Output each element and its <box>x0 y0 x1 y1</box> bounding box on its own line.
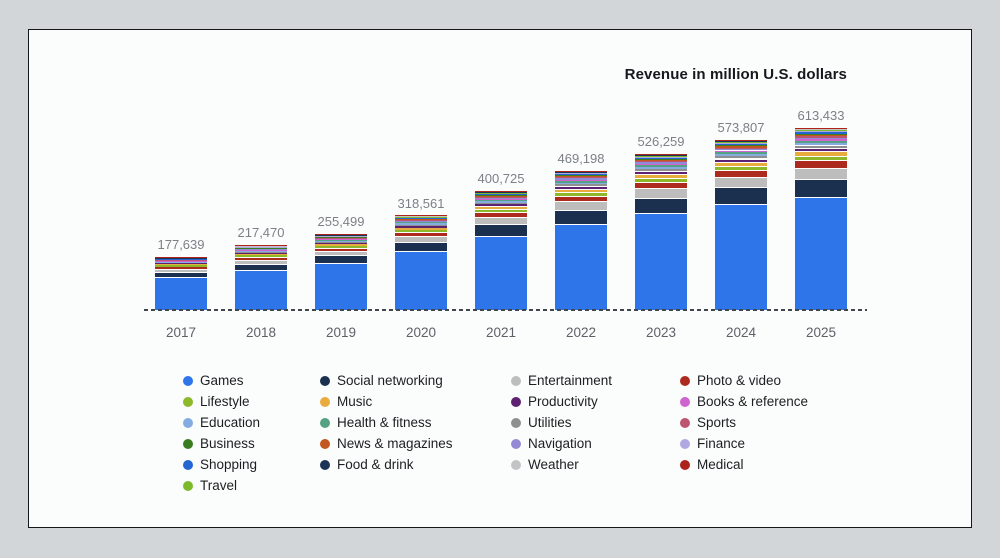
bar-segment-navigation <box>235 249 287 250</box>
bar-segment-sports <box>635 161 687 162</box>
bar-segment-finance <box>475 193 527 194</box>
bar-segment-music <box>235 254 287 256</box>
bar-segment-photo-video <box>155 267 207 269</box>
bar-segment-health-fitness <box>635 165 687 167</box>
bar-segment-lifestyle <box>155 265 207 266</box>
bar-segment-photo-video <box>795 160 847 167</box>
bar-segment-education <box>475 201 527 202</box>
legend-label: Utilities <box>528 415 572 430</box>
legend-swatch-icon <box>511 460 521 470</box>
bar-segment-utilities <box>475 203 527 205</box>
bar-segment-music <box>395 228 447 230</box>
bar-segment-social-networking <box>635 198 687 214</box>
bar-segment-games <box>155 277 207 310</box>
legend-item-productivity <box>511 391 612 412</box>
bar-segment-music <box>155 264 207 265</box>
bar-segment-entertainment <box>555 201 607 210</box>
bar-segment-games <box>555 224 607 310</box>
bar-segment-finance <box>395 217 447 218</box>
legend-item-social-networking <box>320 370 453 391</box>
bar-segment-lifestyle <box>315 246 367 248</box>
legend-swatch-icon <box>511 376 521 386</box>
bar-total-label-2018: 217,470 <box>237 225 285 241</box>
bar-segment-lifestyle <box>475 209 527 212</box>
legend-item-navigation <box>511 433 612 454</box>
bar-segment-business <box>555 175 607 176</box>
legend-swatch-icon <box>320 397 330 407</box>
bar-segment-news-magazines <box>315 237 367 238</box>
legend-item-weather <box>511 454 612 475</box>
bar-segment-finance <box>715 143 767 144</box>
bar-segment-lifestyle <box>395 230 447 232</box>
bar-segment-shopping <box>715 144 767 145</box>
bar-segment-education <box>155 262 207 263</box>
bar-segment-travel <box>715 142 767 143</box>
bar-segment-social-networking <box>395 242 447 251</box>
bar-segment-shopping <box>555 174 607 175</box>
legend-item-business <box>183 433 260 454</box>
bar-segment-utilities <box>155 262 207 263</box>
bar-segment-navigation <box>635 162 687 163</box>
bar-segment-business <box>315 237 367 238</box>
bar-segment-photo-video <box>315 248 367 251</box>
legend-item-shopping <box>183 454 260 475</box>
legend-swatch-icon <box>511 418 521 428</box>
legend-label: Games <box>200 373 244 388</box>
bar-segment-health-fitness <box>395 222 447 223</box>
bar-segment-navigation <box>715 149 767 151</box>
x-axis-label-2017: 2017 <box>165 325 197 340</box>
bar-segment-utilities <box>795 145 847 148</box>
bar-segment-food-drink <box>795 129 847 130</box>
legend-label: Weather <box>528 457 579 472</box>
bar-segment-games <box>395 251 447 310</box>
bar-segment-music <box>475 206 527 209</box>
bar-segment-lifestyle <box>235 255 287 257</box>
legend-item-entertainment <box>511 370 612 391</box>
legend-swatch-icon <box>320 376 330 386</box>
legend-swatch-icon <box>183 376 193 386</box>
bar-segment-shopping <box>635 158 687 159</box>
bar-segment-news-magazines <box>235 248 287 249</box>
legend-label: Food & drink <box>337 457 414 472</box>
bar-segment-productivity <box>155 263 207 264</box>
legend-label: Books & reference <box>697 394 809 409</box>
bar-segment-travel <box>395 217 447 218</box>
bar-segment-finance <box>635 157 687 158</box>
bar-segment-food-drink <box>475 192 527 193</box>
bar-segment-food-drink <box>635 155 687 156</box>
legend-column-4 <box>680 370 808 475</box>
bar-segment-social-networking <box>715 187 767 204</box>
legend-swatch-icon <box>183 397 193 407</box>
bar-segment-sports <box>315 238 367 239</box>
legend-swatch-icon <box>183 481 193 491</box>
bar-segment-news-magazines <box>555 176 607 177</box>
bar-segment-photo-video <box>235 257 287 260</box>
bar-total-label-2019: 255,499 <box>317 214 365 230</box>
bar-segment-business <box>795 134 847 135</box>
bar-segment-social-networking <box>315 255 367 263</box>
bar-segment-entertainment <box>235 260 287 264</box>
bar-segment-weather <box>795 129 847 130</box>
legend-item-education <box>183 412 260 433</box>
bar-segment-productivity <box>715 159 767 162</box>
bar-segment-medical <box>795 128 847 129</box>
bar-segment-productivity <box>395 226 447 228</box>
bar-segment-social-networking <box>475 224 527 236</box>
bar-segment-social-networking <box>235 264 287 270</box>
x-axis-label-2021: 2021 <box>485 325 517 340</box>
bar-segment-photo-video <box>715 170 767 177</box>
x-axis-label-2022: 2022 <box>565 325 597 340</box>
bar-segment-books-reference <box>635 164 687 166</box>
bar-segment-utilities <box>315 242 367 243</box>
bar-segment-medical <box>715 140 767 141</box>
legend-item-utilities <box>511 412 612 433</box>
bar-segment-health-fitness <box>555 181 607 183</box>
legend <box>29 370 973 525</box>
legend-swatch-icon <box>183 418 193 428</box>
bar-segment-sports <box>795 136 847 137</box>
bar-2024 <box>715 140 767 310</box>
x-axis-label-2025: 2025 <box>805 325 837 340</box>
bar-segment-lifestyle <box>555 192 607 196</box>
bar-segment-utilities <box>555 184 607 186</box>
bar-segment-food-drink <box>715 141 767 142</box>
bar-segment-navigation <box>795 138 847 140</box>
bar-segment-news-magazines <box>395 219 447 220</box>
legend-label: Navigation <box>528 436 592 451</box>
bar-segment-music <box>315 244 367 246</box>
bar-segment-entertainment <box>795 168 847 179</box>
bar-segment-education <box>235 251 287 252</box>
bar-segment-education <box>635 167 687 169</box>
bar-segment-games <box>715 204 767 310</box>
bar-segment-sports <box>235 248 287 249</box>
bar-segment-books-reference <box>555 180 607 181</box>
legend-swatch-icon <box>680 460 690 470</box>
bar-segment-music <box>555 189 607 192</box>
bar-segment-productivity <box>795 148 847 151</box>
bar-segment-navigation <box>475 198 527 199</box>
bar-segment-business <box>635 159 687 160</box>
legend-swatch-icon <box>680 397 690 407</box>
bar-segment-finance <box>795 131 847 132</box>
bar-segment-utilities <box>235 252 287 253</box>
bar-segment-sports <box>395 220 447 221</box>
legend-item-food-drink <box>320 454 453 475</box>
bar-segment-books-reference <box>155 261 207 262</box>
chart-title: Revenue in million U.S. dollars <box>624 66 847 83</box>
bar-segment-health-fitness <box>795 141 847 143</box>
bar-segment-health-fitness <box>475 200 527 201</box>
legend-label: Travel <box>200 478 238 493</box>
bar-segment-productivity <box>555 186 607 189</box>
bar-segment-entertainment <box>395 236 447 242</box>
bar-total-label-2022: 469,198 <box>557 150 605 166</box>
bar-segment-photo-video <box>555 196 607 202</box>
legend-label: Lifestyle <box>200 394 250 409</box>
legend-item-finance <box>680 433 808 454</box>
bar-segment-lifestyle <box>715 166 767 170</box>
bar-segment-entertainment <box>635 188 687 198</box>
bar-segment-navigation <box>395 221 447 222</box>
bar-segment-education <box>795 143 847 145</box>
bar-segment-social-networking <box>795 179 847 197</box>
x-axis-dashed-baseline <box>144 309 867 311</box>
x-axis-label-2018: 2018 <box>245 325 277 340</box>
legend-swatch-icon <box>511 397 521 407</box>
bar-segment-utilities <box>635 169 687 171</box>
bar-total-label-2025: 613,433 <box>797 108 845 123</box>
legend-label: News & magazines <box>337 436 453 451</box>
bar-segment-utilities <box>715 156 767 158</box>
plot-area <box>144 108 867 340</box>
bar-segment-shopping <box>475 194 527 195</box>
bar-segment-games <box>235 270 287 310</box>
bar-total-label-2017: 177,639 <box>157 237 205 253</box>
bar-segment-education <box>315 241 367 242</box>
bar-segment-health-fitness <box>155 261 207 262</box>
x-axis-label-2019: 2019 <box>325 325 357 340</box>
bar-segment-entertainment <box>315 251 367 256</box>
legend-item-news-magazines <box>320 433 453 454</box>
legend-swatch-icon <box>320 460 330 470</box>
bar-segment-travel <box>795 130 847 131</box>
x-axis-label-2024: 2024 <box>725 325 757 340</box>
legend-label: Business <box>200 436 255 451</box>
legend-swatch-icon <box>680 439 690 449</box>
bar-segment-health-fitness <box>715 152 767 154</box>
bar-segment-lifestyle <box>795 156 847 161</box>
bar-segment-productivity <box>315 243 367 244</box>
bar-total-label-2021: 400,725 <box>477 171 525 187</box>
bar-segment-books-reference <box>315 239 367 240</box>
bar-segment-business <box>715 145 767 146</box>
bar-segment-books-reference <box>235 250 287 251</box>
legend-label: Finance <box>697 436 746 451</box>
bar-segment-travel <box>475 193 527 194</box>
bar-2017 <box>155 257 207 310</box>
bar-total-label-2020: 318,561 <box>397 195 445 211</box>
legend-swatch-icon <box>183 439 193 449</box>
bar-segment-weather <box>715 140 767 141</box>
bar-segment-business <box>475 195 527 196</box>
bar-segment-utilities <box>395 225 447 226</box>
bar-segment-books-reference <box>475 199 527 200</box>
bar-segment-education <box>715 154 767 156</box>
legend-swatch-icon <box>511 439 521 449</box>
legend-label: Music <box>337 394 373 409</box>
bar-segment-games <box>795 197 847 310</box>
bar-segment-photo-video <box>635 182 687 188</box>
bar-2022 <box>555 171 607 310</box>
bar-segment-books-reference <box>795 139 847 141</box>
bar-segment-travel <box>555 172 607 173</box>
x-axis-label-2023: 2023 <box>645 325 677 340</box>
legend-column-1 <box>183 370 260 496</box>
bar-segment-entertainment <box>715 177 767 188</box>
bar-segment-books-reference <box>715 151 767 153</box>
legend-label: Health & fitness <box>337 415 432 430</box>
legend-item-health-fitness <box>320 412 453 433</box>
bar-segment-music <box>795 151 847 155</box>
bar-2019 <box>315 234 367 310</box>
bar-segment-games <box>315 263 367 310</box>
bar-segment-books-reference <box>395 221 447 222</box>
bar-2018 <box>235 245 287 310</box>
chart-card <box>28 29 972 528</box>
legend-item-music <box>320 391 453 412</box>
bar-segment-entertainment <box>155 269 207 272</box>
bar-2023 <box>635 154 687 310</box>
bar-2025 <box>795 128 847 310</box>
legend-label: Social networking <box>337 373 443 388</box>
bar-segment-social-networking <box>555 210 607 224</box>
bar-segment-shopping <box>795 132 847 133</box>
bar-segment-sports <box>715 148 767 149</box>
legend-label: Sports <box>697 415 737 430</box>
bar-segment-games <box>635 213 687 310</box>
legend-swatch-icon <box>320 439 330 449</box>
bar-segment-business <box>395 218 447 219</box>
legend-label: Entertainment <box>528 373 613 388</box>
bar-segment-productivity <box>475 204 527 206</box>
bar-segment-productivity <box>635 171 687 174</box>
legend-item-games <box>183 370 260 391</box>
bar-segment-lifestyle <box>635 178 687 182</box>
legend-swatch-icon <box>680 376 690 386</box>
bar-segment-music <box>715 162 767 166</box>
x-axis-label-2020: 2020 <box>405 325 437 340</box>
bar-2021 <box>475 191 527 310</box>
bar-segment-education <box>395 223 447 224</box>
legend-swatch-icon <box>680 418 690 428</box>
legend-swatch-icon <box>320 418 330 428</box>
bar-segment-education <box>555 183 607 185</box>
bar-segment-social-networking <box>155 272 207 277</box>
bar-segment-health-fitness <box>235 250 287 251</box>
legend-label: Photo & video <box>697 373 782 388</box>
bar-segment-photo-video <box>395 232 447 236</box>
legend-label: Productivity <box>528 394 598 409</box>
bar-segment-photo-video <box>475 212 527 217</box>
bar-segment-health-fitness <box>315 240 367 241</box>
bar-segment-news-magazines <box>475 196 527 197</box>
bar-segment-weather <box>635 154 687 155</box>
bar-2020 <box>395 216 447 311</box>
bar-segment-sports <box>475 197 527 198</box>
legend-item-books-reference <box>680 391 808 412</box>
legend-item-sports <box>680 412 808 433</box>
bar-segment-shopping <box>315 236 367 237</box>
bar-segment-weather <box>555 171 607 172</box>
legend-item-lifestyle <box>183 391 260 412</box>
bar-segment-news-magazines <box>635 160 687 161</box>
bar-segment-music <box>635 174 687 178</box>
legend-swatch-icon <box>183 460 193 470</box>
bar-total-label-2023: 526,259 <box>637 133 685 149</box>
bar-segment-news-magazines <box>715 146 767 147</box>
bar-segment-shopping <box>395 218 447 219</box>
bar-segment-entertainment <box>475 217 527 224</box>
bar-total-label-2024: 573,807 <box>717 119 765 135</box>
legend-label: Education <box>200 415 261 430</box>
bar-segment-productivity <box>235 253 287 254</box>
bar-segment-travel <box>635 156 687 157</box>
bar-segment-news-magazines <box>795 135 847 136</box>
legend-item-travel <box>183 475 260 496</box>
legend-column-2 <box>320 370 453 475</box>
legend-label: Medical <box>697 457 744 472</box>
bar-segment-sports <box>555 177 607 178</box>
legend-item-medical <box>680 454 808 475</box>
legend-column-3 <box>511 370 612 475</box>
legend-item-photo-video <box>680 370 808 391</box>
bar-segment-navigation <box>315 238 367 239</box>
bar-segment-navigation <box>555 178 607 179</box>
bar-segment-finance <box>555 173 607 174</box>
legend-label: Shopping <box>200 457 258 472</box>
bar-segment-games <box>475 236 527 310</box>
bar-segment-food-drink <box>555 172 607 173</box>
